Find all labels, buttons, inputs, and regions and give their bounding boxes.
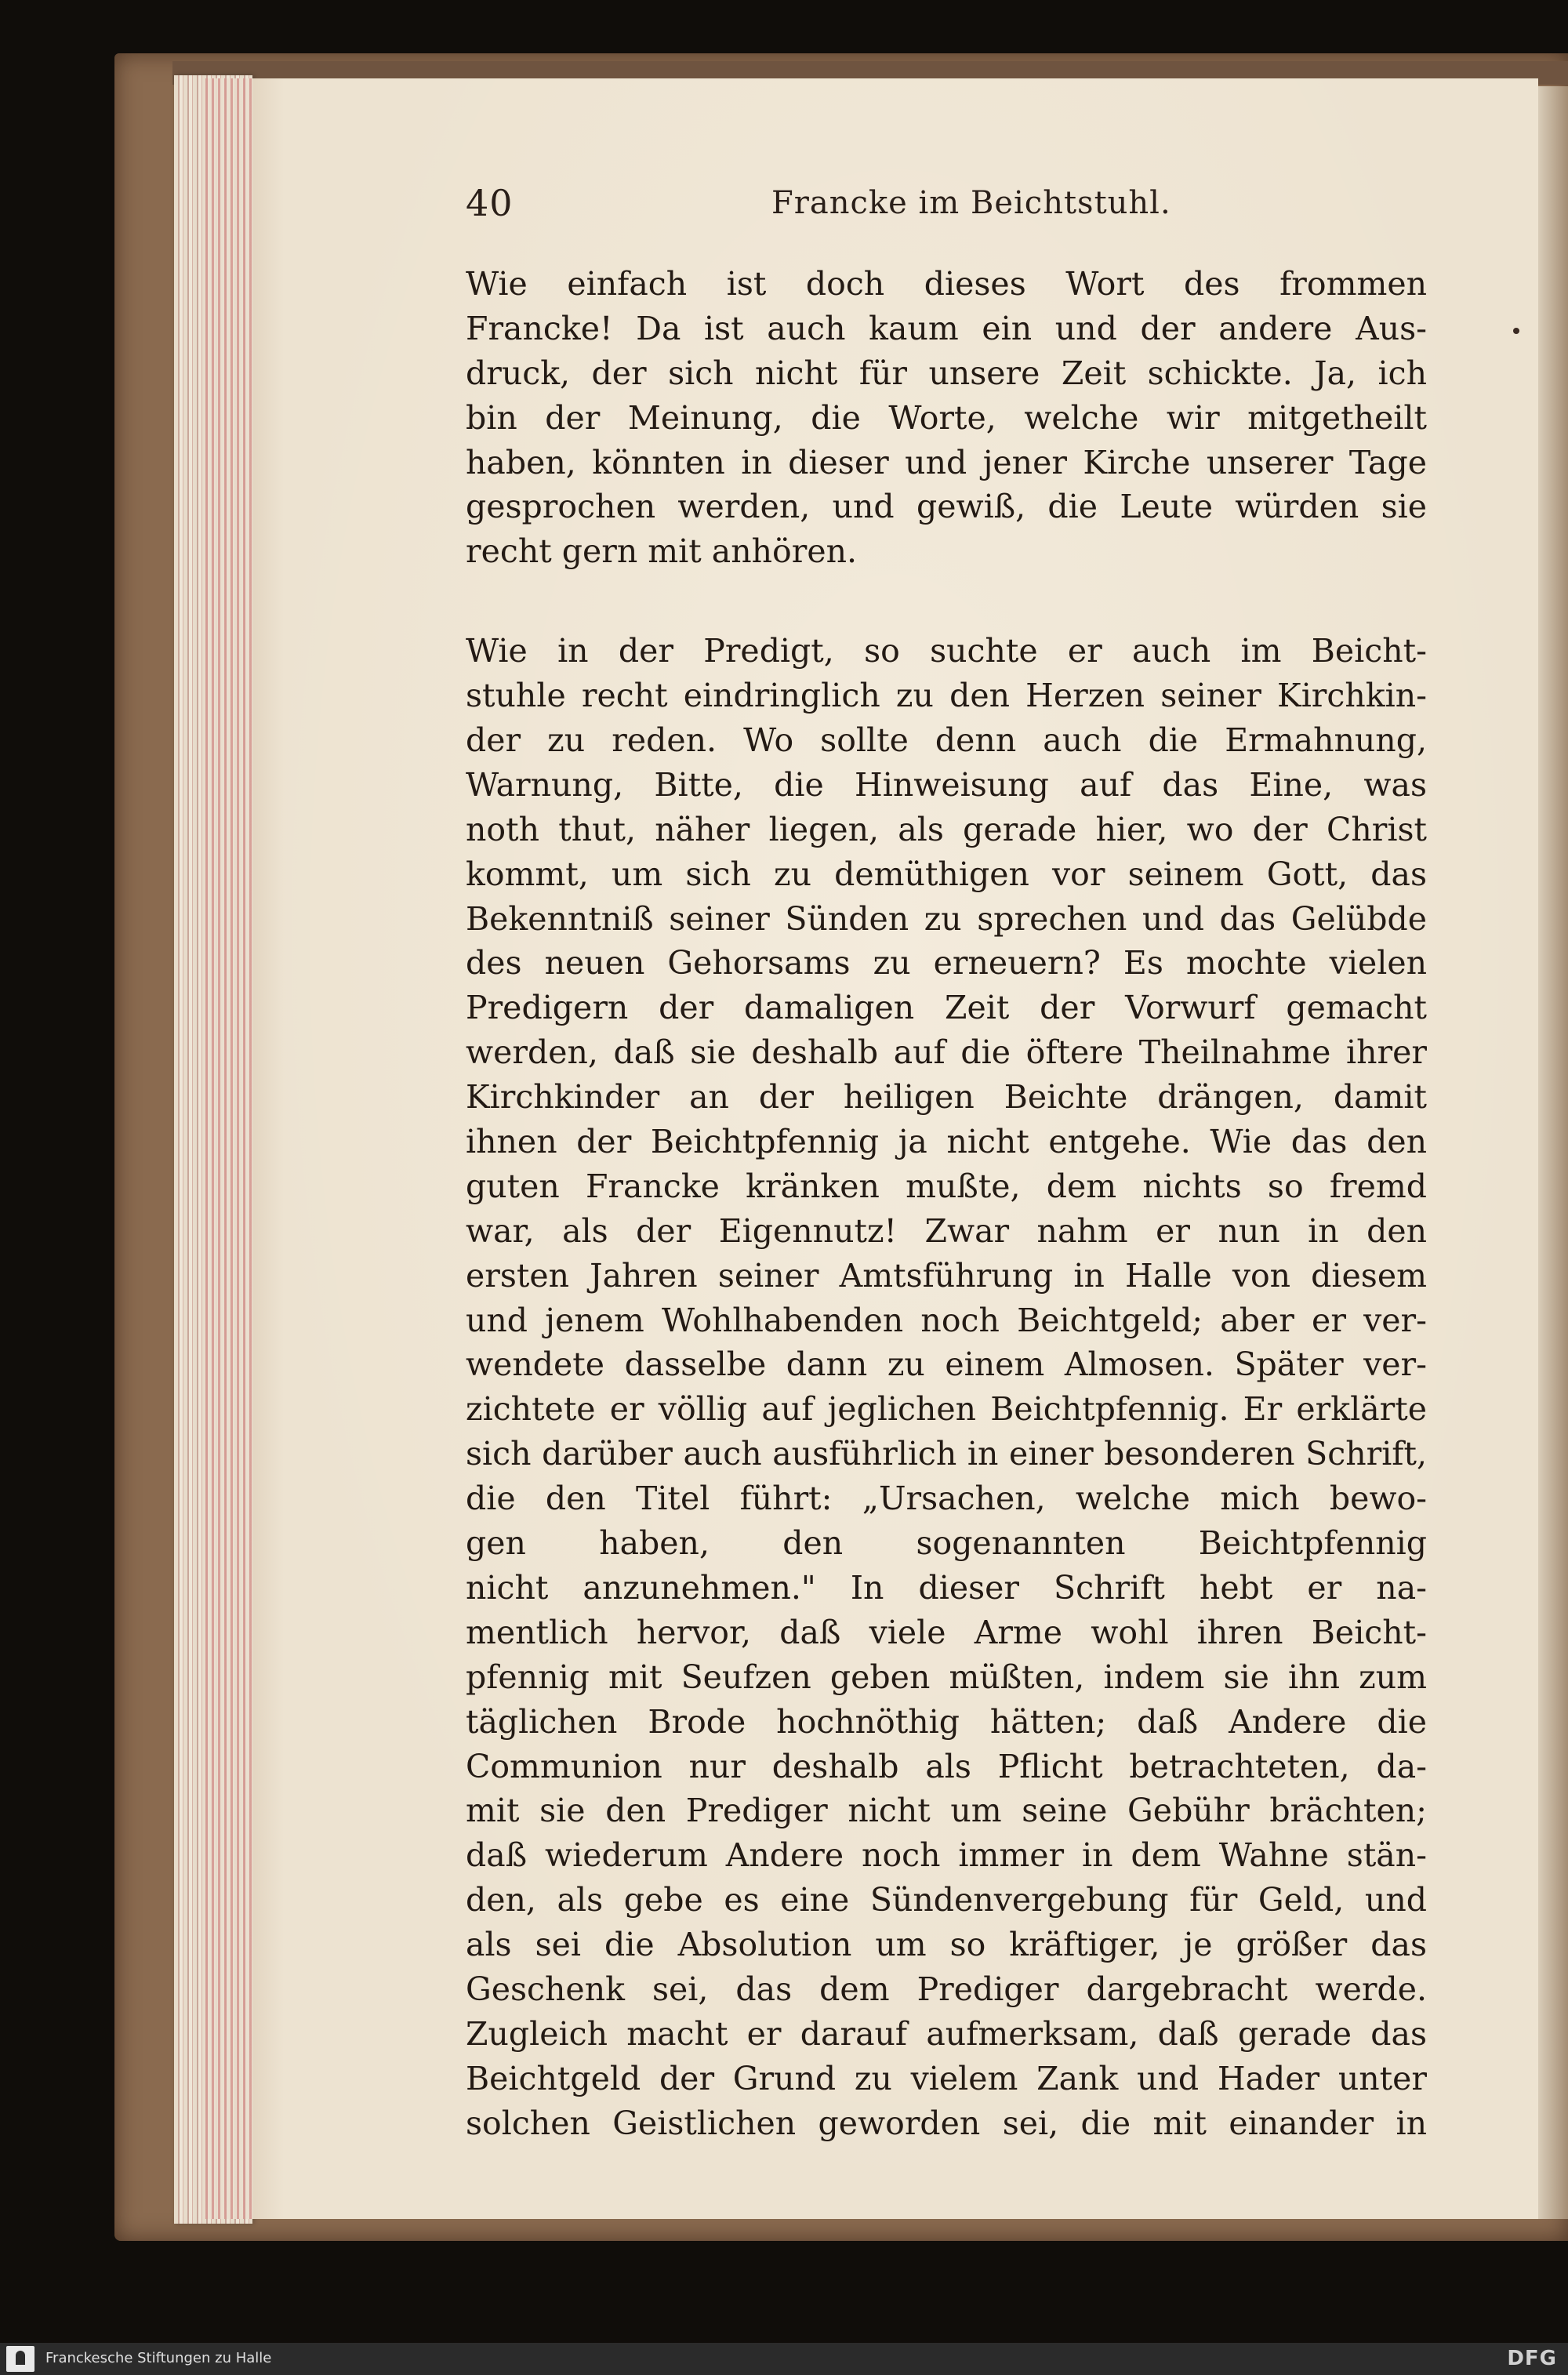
- text-line: pfennig mit Seufzen geben müßten, indem sie ihn zum: [466, 1658, 1427, 1696]
- text-line: noth thut, näher liegen, als gerade hier, wo der Christ: [466, 810, 1427, 848]
- text-line: solchen Geistlichen geworden sei, die mit einander in: [466, 2104, 1427, 2142]
- text-line: gesprochen werden, und gewiß, die Leute würden sie: [466, 488, 1427, 526]
- text-line: haben, könnten in dieser und jener Kirche unserer Tage: [466, 443, 1427, 481]
- text-line: gen haben, den sogenannten Beichtpfennig: [466, 1524, 1427, 1563]
- text-line: ihnen der Beichtpfennig ja nicht entgehe. Wie das den: [466, 1123, 1427, 1161]
- ink-speck: [1513, 328, 1519, 334]
- text-line: zichtete er völlig auf jeglichen Beichtpfennig. Er erklärte: [466, 1390, 1427, 1429]
- text-line: die den Titel führt: „Ursachen, welche mich bewo-: [466, 1480, 1427, 1518]
- viewer-footer: [0, 2343, 1568, 2375]
- text-line: Geschenk sei, das dem Prediger dargebracht werde.: [466, 1970, 1427, 2008]
- text-line: als sei die Absolution um so kräftiger, je größer das: [466, 1926, 1427, 1964]
- text-line: Predigern der damaligen Zeit der Vorwurf gemacht: [466, 989, 1427, 1027]
- text-line: druck, der sich nicht für unsere Zeit schickte. Ja, ich: [466, 354, 1427, 392]
- text-line: ersten Jahren seiner Amtsführung in Halle von diesem: [466, 1256, 1427, 1295]
- text-line: daß wiederum Andere noch immer in dem Wahne stän-: [466, 1836, 1427, 1875]
- text-line: stuhle recht eindringlich zu den Herzen seiner Kirchkin-: [466, 677, 1427, 715]
- paragraph-1: [466, 262, 1427, 574]
- red-page-edges: [205, 78, 252, 2219]
- text-line: nicht anzunehmen." In dieser Schrift hebt er na-: [466, 1568, 1427, 1607]
- text-line: war, als der Eigennutz! Zwar nahm er nun in den: [466, 1211, 1427, 1250]
- text-line: Kirchkinder an der heiligen Beichte drängen, damit: [466, 1078, 1427, 1117]
- institution-logo-icon[interactable]: [6, 2346, 34, 2372]
- text-line: werden, daß sie deshalb auf die öftere Theilnahme ihrer: [466, 1033, 1427, 1072]
- running-title: Francke im Beichtstuhl.: [771, 185, 1171, 221]
- text-line: Zugleich macht er darauf aufmerksam, daß gerade das: [466, 2014, 1427, 2053]
- text-line: Beichtgeld der Grund zu vielem Zank und Hader unter: [466, 2059, 1427, 2097]
- text-line: Wie in der Predigt, so suchte er auch im Beicht-: [466, 632, 1427, 670]
- dfg-logo: DFG: [1507, 2347, 1557, 2370]
- text-line: mit sie den Prediger nicht um seine Gebühr brächten;: [466, 1792, 1427, 1830]
- text-line: Wie einfach ist doch dieses Wort des frommen: [466, 265, 1427, 303]
- paragraph-gap: [466, 574, 1427, 629]
- text-line: täglichen Brode hochnöthig hätten; daß Andere die: [466, 1702, 1427, 1741]
- page-body: [466, 262, 1427, 2146]
- text-line: wendete dasselbe dann zu einem Almosen. Später ver-: [466, 1345, 1427, 1384]
- page-number: 40: [466, 182, 514, 224]
- institution-name: Franckesche Stiftungen zu Halle: [45, 2350, 272, 2366]
- text-line: kommt, um sich zu demüthigen vor seinem Gott, das: [466, 855, 1427, 893]
- text-line: mentlich hervor, daß viele Arme wohl ihren Beicht-: [466, 1613, 1427, 1651]
- facing-page-edge: [1538, 86, 1568, 2219]
- text-line: Bekenntniß seiner Sünden zu sprechen und das Gelübde: [466, 899, 1427, 938]
- text-line: bin der Meinung, die Worte, welche wir mitgetheilt: [466, 398, 1427, 437]
- text-line: recht gern mit anhören.: [466, 532, 858, 571]
- text-line: und jenem Wohlhabenden noch Beichtgeld; aber er ver-: [466, 1301, 1427, 1339]
- running-head: [466, 182, 1427, 229]
- text-line: sich darüber auch ausführlich in einer besonderen Schrift,: [466, 1435, 1427, 1473]
- paragraph-2: [466, 629, 1427, 2145]
- text-line: den, als gebe es eine Sündenvergebung für Geld, und: [466, 1881, 1427, 1919]
- text-line: Communion nur deshalb als Pflicht betrachteten, da-: [466, 1747, 1427, 1785]
- text-line: des neuen Gehorsams zu erneuern? Es mochte vielen: [466, 944, 1427, 982]
- text-line: Warnung, Bitte, die Hinweisung auf das Eine, was: [466, 765, 1427, 804]
- text-line: Francke! Da ist auch kaum ein und der andere Aus-: [466, 309, 1427, 347]
- text-line: guten Francke kränken mußte, dem nichts so fremd: [466, 1167, 1427, 1205]
- text-line: der zu reden. Wo sollte denn auch die Ermahnung,: [466, 721, 1427, 760]
